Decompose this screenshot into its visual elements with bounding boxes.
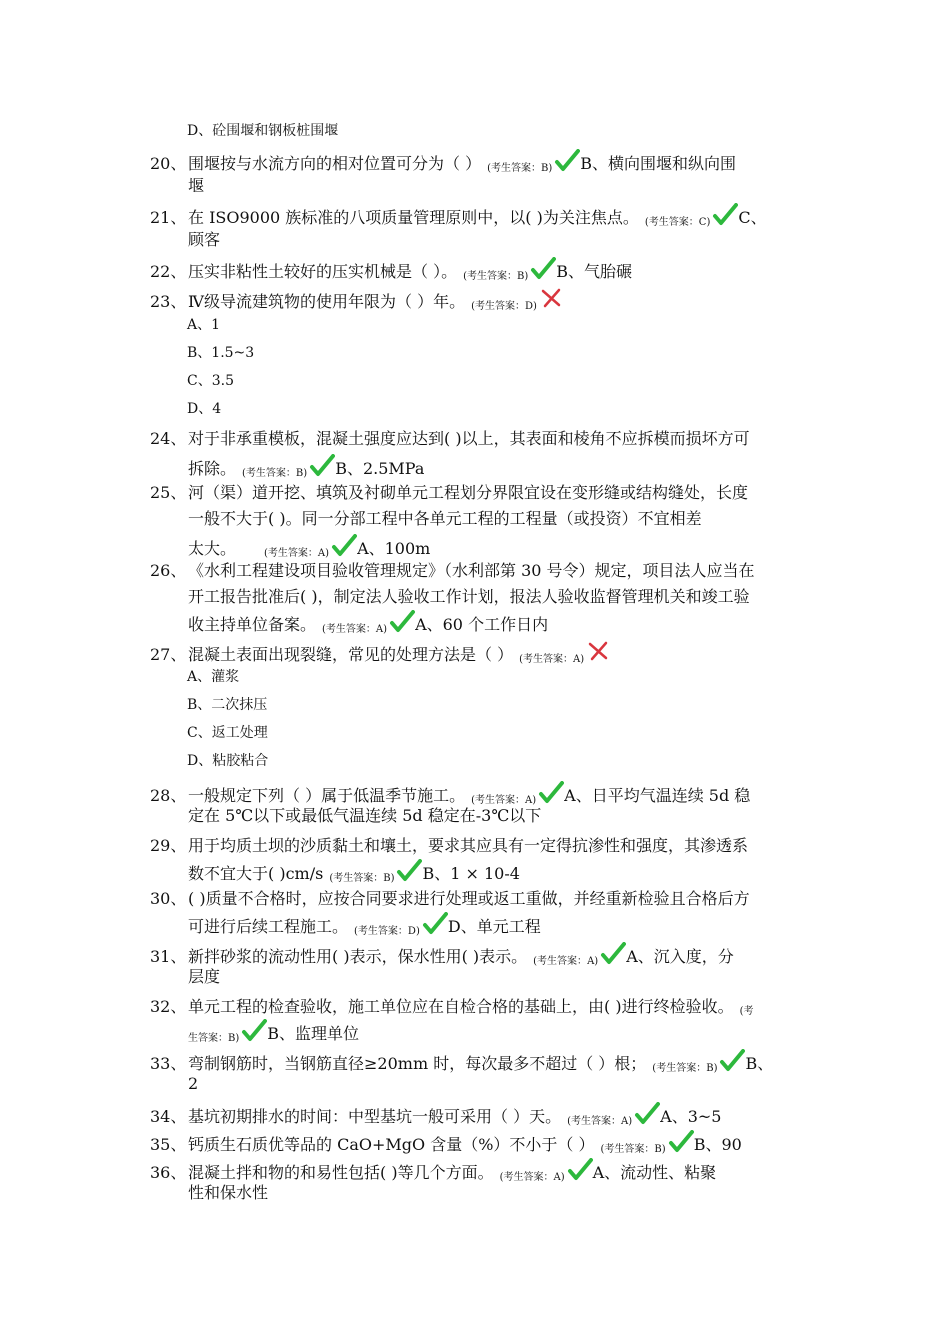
check-icon xyxy=(396,859,422,881)
question-text-cont: 开工报告批准后( )，制定法人验收工作计划，报法人验收监督管理机关和竣工验 xyxy=(188,587,750,606)
question-number: 33、 xyxy=(150,1054,187,1073)
correct-answer: B、2.5MPa xyxy=(335,459,425,478)
check-icon xyxy=(422,912,448,934)
option-d: D、粘胶粘合 xyxy=(187,753,269,769)
option-d: D、砼围堰和钢板桩围堰 xyxy=(187,123,339,139)
question-text: 弯制钢筋时，当钢筋直径≥20mm 时，每次最多不超过（ ）根； xyxy=(188,1054,647,1073)
correct-answer: A、60 个工作日内 xyxy=(415,615,549,634)
question-21 xyxy=(150,203,767,234)
option-a: A、1 xyxy=(187,317,221,333)
question-26-cont xyxy=(188,610,548,641)
question-32-cont xyxy=(188,1019,359,1050)
question-25 xyxy=(150,482,748,504)
correct-answer: B、气胎碾 xyxy=(556,262,633,281)
question-24-cont xyxy=(188,454,424,485)
correct-answer: B、1 × 10-4 xyxy=(422,864,520,883)
question-33 xyxy=(150,1049,773,1080)
student-answer: (考生答案：D) xyxy=(354,926,420,937)
question-number: 28、 xyxy=(150,786,187,805)
question-number: 30、 xyxy=(150,889,187,908)
correct-answer-cont: 堰 xyxy=(188,176,205,195)
question-number: 27、 xyxy=(150,645,187,664)
question-text: 河（渠）道开挖、填筑及衬砌单元工程划分界限宜设在变形缝或结构缝处，长度 xyxy=(188,483,749,502)
student-answer: (考 xyxy=(739,1006,754,1017)
question-text: 用于均质土坝的沙质黏土和壤土，要求其应具有一定得抗渗性和强度，其渗透系 xyxy=(188,836,749,855)
student-answer: 生答案：B) xyxy=(188,1033,240,1044)
cross-icon xyxy=(539,287,565,309)
option-a: A、灌浆 xyxy=(187,669,240,685)
check-icon xyxy=(712,203,738,225)
check-icon xyxy=(241,1019,267,1041)
question-number: 24、 xyxy=(150,429,187,448)
option-b: B、二次抹压 xyxy=(187,697,268,713)
student-answer: (考生答案：B) xyxy=(600,1144,666,1155)
question-text: 压实非粘性土较好的压实机械是（ ）。 xyxy=(188,262,458,281)
question-20 xyxy=(150,149,736,180)
question-number: 26、 xyxy=(150,561,187,580)
correct-answer: B、90 xyxy=(693,1135,742,1154)
question-text: 收主持单位备案。 xyxy=(188,615,317,634)
check-icon xyxy=(554,149,580,171)
question-number: 31、 xyxy=(150,947,187,966)
correct-answer: D、单元工程 xyxy=(447,917,541,936)
question-number: 32、 xyxy=(150,997,187,1016)
student-answer: (考生答案：A) xyxy=(264,548,330,559)
question-text-cont: 一般不大于( )。同一分部工程中各单元工程的工程量（或投资）不宜相差 xyxy=(188,509,702,528)
student-answer: (考生答案：B) xyxy=(463,271,529,282)
correct-answer: B、 xyxy=(745,1054,774,1073)
student-answer: (考生答案：A) xyxy=(567,1116,633,1127)
question-24 xyxy=(150,428,750,450)
check-icon xyxy=(331,534,357,556)
question-text: 围堰按与水流方向的相对位置可分为（ ） xyxy=(188,154,482,173)
question-number: 20、 xyxy=(150,154,187,173)
question-number: 29、 xyxy=(150,836,187,855)
correct-answer-cont: 2 xyxy=(188,1074,199,1093)
question-26 xyxy=(150,560,755,582)
question-text: 《水利工程建设项目验收管理规定》（水利部第 30 号令）规定，项目法人应当在 xyxy=(188,561,755,580)
question-23 xyxy=(150,287,565,318)
question-34 xyxy=(150,1102,721,1133)
student-answer: (考生答案：A) xyxy=(499,1172,565,1183)
question-text: ( )质量不合格时，应按合同要求进行处理或返工重做，并经重新检验且合格后方 xyxy=(188,889,750,908)
question-text: 钙质生石质优等品的 CaO+MgO 含量（%）不小于（ ） xyxy=(188,1135,595,1154)
option-b: B、1.5~3 xyxy=(187,345,255,361)
option-d: D、4 xyxy=(187,401,222,417)
question-text: 拆除。 xyxy=(188,459,237,478)
question-number: 36、 xyxy=(150,1163,187,1182)
check-icon xyxy=(530,257,556,279)
question-text: Ⅳ级导流建筑物的使用年限为（ ）年。 xyxy=(188,292,466,311)
question-text: 在 ISO9000 族标准的八项质量管理原则中，以( )为关注焦点。 xyxy=(188,208,639,227)
question-number: 21、 xyxy=(150,208,187,227)
correct-answer: A、沉入度，分 xyxy=(626,947,734,966)
correct-answer: B、监理单位 xyxy=(267,1024,360,1043)
option-c: C、返工处理 xyxy=(187,725,268,741)
check-icon xyxy=(309,454,335,476)
correct-answer: A、100m xyxy=(357,539,431,558)
check-icon xyxy=(668,1130,694,1152)
check-icon xyxy=(389,610,415,632)
question-text: 数不宜大于( )cm/s xyxy=(188,864,324,883)
correct-answer-cont: 顾客 xyxy=(188,230,221,249)
check-icon xyxy=(719,1049,745,1071)
correct-answer: A、日平均气温连续 5d 稳 xyxy=(564,786,751,805)
question-31 xyxy=(150,942,734,973)
question-number: 34、 xyxy=(150,1107,187,1126)
check-icon xyxy=(600,942,626,964)
student-answer: (考生答案：B) xyxy=(242,468,308,479)
student-answer: (考生答案：B) xyxy=(652,1063,718,1074)
question-text: 基坑初期排水的时间：中型基坑一般可采用（ ）天。 xyxy=(188,1107,562,1126)
question-text: 新拌砂浆的流动性用( )表示，保水性用( )表示。 xyxy=(188,947,528,966)
student-answer: (考生答案：A) xyxy=(519,654,585,665)
correct-answer: C、 xyxy=(738,208,767,227)
student-answer: (考生答案：B) xyxy=(487,163,553,174)
question-text: 一般规定下列（ ）属于低温季节施工。 xyxy=(188,786,466,805)
question-30 xyxy=(150,888,750,910)
option-c: C、3.5 xyxy=(187,373,234,389)
question-text: 对于非承重模板，混凝土强度应达到( )以上，其表面和棱角不应拆模而损坏方可 xyxy=(188,429,750,448)
question-text: 太大。 xyxy=(188,539,237,558)
question-29-cont xyxy=(188,859,520,890)
question-text: 单元工程的检查验收，施工单位应在自检合格的基础上，由( )进行终检验收。 xyxy=(188,997,734,1016)
question-number: 22、 xyxy=(150,262,187,281)
question-number: 35、 xyxy=(150,1135,187,1154)
correct-answer-cont: 性和保水性 xyxy=(188,1183,269,1202)
question-number: 23、 xyxy=(150,292,187,311)
correct-answer-cont: 定在 5℃以下或最低气温连续 5d 稳定在-3℃以下 xyxy=(188,806,542,825)
student-answer: (考生答案：A) xyxy=(322,624,388,635)
student-answer: (考生答案：C) xyxy=(644,217,711,228)
student-answer: (考生答案：A) xyxy=(471,795,537,806)
correct-answer-cont: 层度 xyxy=(188,967,221,986)
question-number: 25、 xyxy=(150,483,187,502)
student-answer: (考生答案：B) xyxy=(329,873,395,884)
question-text: 混凝土拌和物的和易性包括( )等几个方面。 xyxy=(188,1163,494,1182)
cross-icon xyxy=(586,640,612,662)
correct-answer: B、横向围堰和纵向围 xyxy=(580,154,737,173)
question-30-cont xyxy=(188,912,541,943)
check-icon xyxy=(634,1102,660,1124)
correct-answer: A、流动性、粘聚 xyxy=(592,1163,717,1182)
question-22 xyxy=(150,257,632,288)
question-text: 可进行后续工程施工。 xyxy=(188,917,349,936)
student-answer: (考生答案：D) xyxy=(471,301,537,312)
student-answer: (考生答案：A) xyxy=(533,956,599,967)
correct-answer: A、3~5 xyxy=(660,1107,722,1126)
check-icon xyxy=(538,781,564,803)
question-29 xyxy=(150,835,748,857)
question-text: 混凝土表面出现裂缝，常见的处理方法是（ ） xyxy=(188,645,514,664)
check-icon xyxy=(567,1158,593,1180)
question-35 xyxy=(150,1130,742,1161)
